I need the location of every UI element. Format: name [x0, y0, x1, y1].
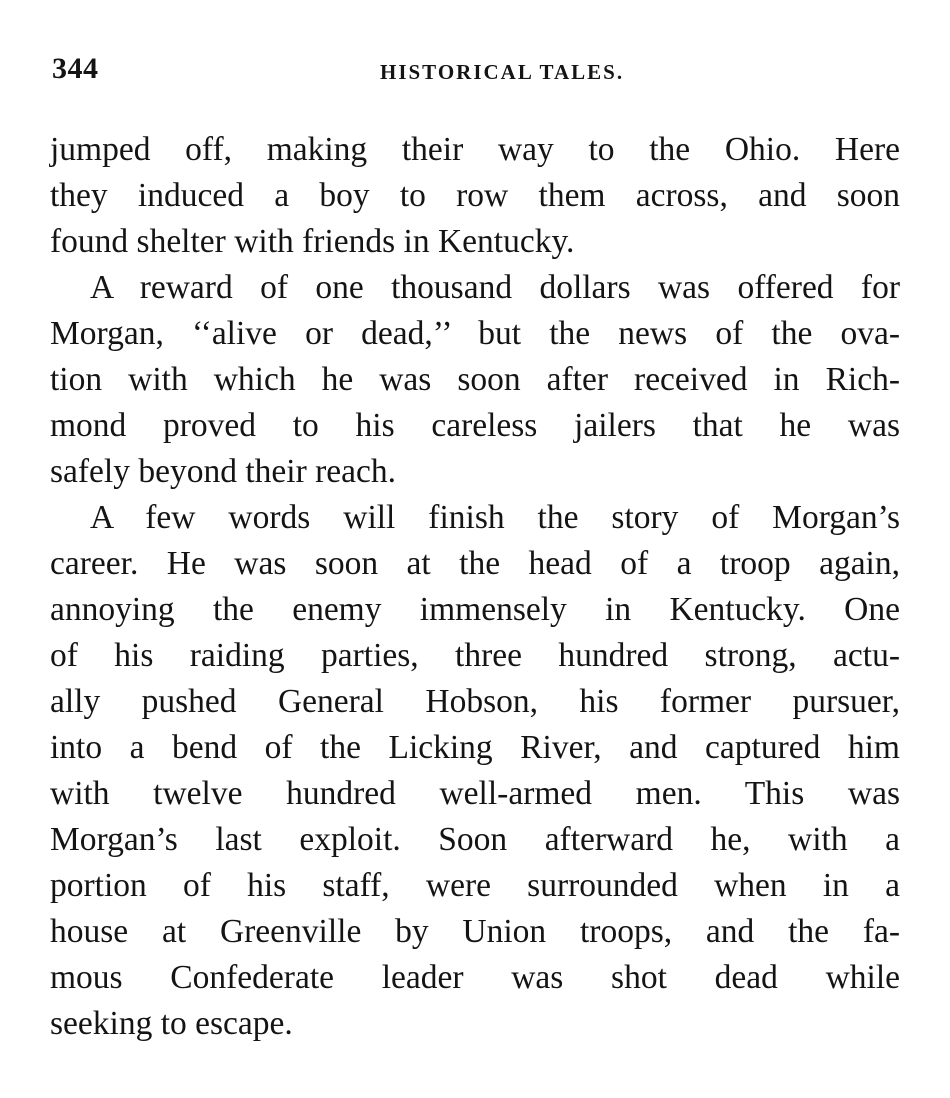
page-number: 344: [52, 52, 99, 85]
text-line: annoying the enemy immensely in Kentucky. One: [50, 591, 900, 628]
text-line: with twelve hundred well-armed men. This was: [50, 775, 900, 812]
running-head: HISTORICAL TALES.: [380, 60, 625, 84]
text-line: seeking to escape.: [50, 1005, 293, 1042]
text-line: portion of his staff, were surrounded when in a: [50, 867, 900, 904]
text-line: found shelter with friends in Kentucky.: [50, 223, 575, 260]
text-line: Morgan’s last exploit. Soon afterward he, with a: [50, 821, 900, 858]
text-line: of his raiding parties, three hundred strong, actu-: [50, 637, 900, 674]
text-line: Morgan, ‘‘alive or dead,’’ but the news of the ova-: [50, 315, 900, 352]
page-header: [50, 52, 900, 92]
text-line: tion with which he was soon after received in Rich-: [50, 361, 900, 398]
text-line: career. He was soon at the head of a troop again,: [50, 545, 900, 582]
text-line: A few words will finish the story of Morgan’s: [90, 499, 900, 536]
text-line: ally pushed General Hobson, his former pursuer,: [50, 683, 900, 720]
text-line: safely beyond their reach.: [50, 453, 397, 490]
text-line: house at Greenville by Union troops, and the fa-: [50, 913, 900, 950]
text-line: mous Confederate leader was shot dead while: [50, 959, 900, 996]
body-text: [50, 127, 900, 1047]
text-line: A reward of one thousand dollars was offered for: [90, 269, 900, 306]
text-line: jumped off, making their way to the Ohio. Here: [50, 131, 900, 168]
text-line: they induced a boy to row them across, and soon: [50, 177, 900, 214]
text-line: into a bend of the Licking River, and captured him: [50, 729, 900, 766]
text-line: mond proved to his careless jailers that he was: [50, 407, 900, 444]
